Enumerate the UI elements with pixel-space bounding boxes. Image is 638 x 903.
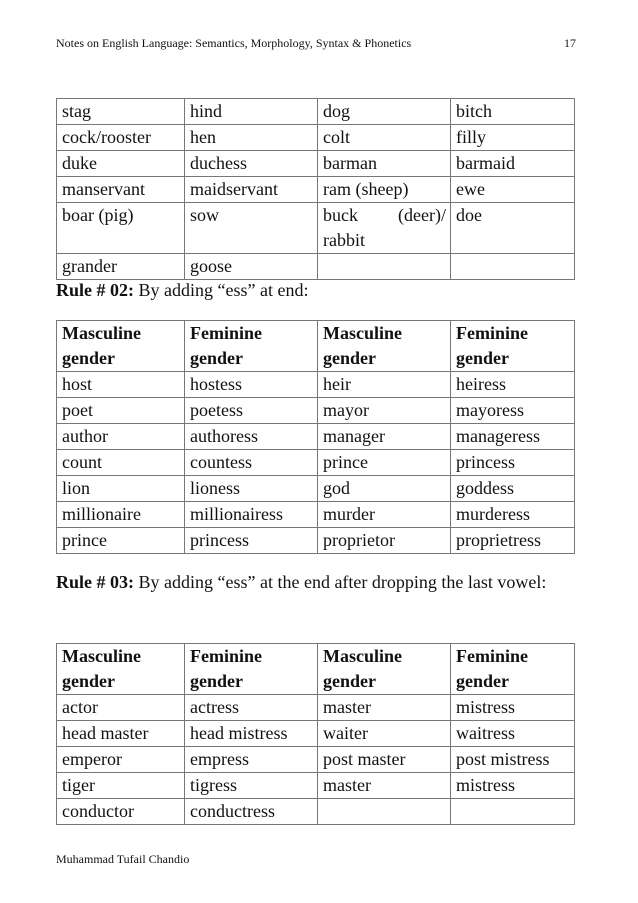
- table-cell: barman: [318, 151, 451, 177]
- table-cell: post master: [318, 747, 451, 773]
- table-cell: manservant: [57, 177, 185, 203]
- column-header: Masculine gender: [57, 644, 185, 695]
- table-cell: actress: [185, 695, 318, 721]
- rule-03-text: By adding “ess” at the end after dropping the last vowel:: [134, 572, 547, 592]
- table-cell: barmaid: [451, 151, 575, 177]
- table-cell: mayoress: [451, 398, 575, 424]
- table-cell: lion: [57, 476, 185, 502]
- table-cell: mistress: [451, 773, 575, 799]
- table-cell: conductor: [57, 799, 185, 825]
- table-row: [57, 773, 575, 799]
- rule-03-label: Rule # 03:: [56, 572, 134, 592]
- table-cell: poet: [57, 398, 185, 424]
- table-cell: lioness: [185, 476, 318, 502]
- rule-02-table: [56, 320, 575, 554]
- table-cell: [318, 799, 451, 825]
- table-cell: dog: [318, 99, 451, 125]
- table-cell: sow: [185, 203, 318, 254]
- rule-02-label: Rule # 02:: [56, 280, 134, 300]
- table-cell: goddess: [451, 476, 575, 502]
- table-cell: proprietress: [451, 528, 575, 554]
- table-row: [57, 125, 575, 151]
- column-header: Masculine gender: [57, 321, 185, 372]
- table-row: [57, 528, 575, 554]
- table-row: [57, 799, 575, 825]
- table-cell: [451, 799, 575, 825]
- column-header: Masculine gender: [318, 321, 451, 372]
- table-cell: waiter: [318, 721, 451, 747]
- rule-03-table: [56, 643, 575, 825]
- table-cell: master: [318, 773, 451, 799]
- table-cell: prince: [318, 450, 451, 476]
- rule-02-text: By adding “ess” at end:: [134, 280, 309, 300]
- table-cell: tigress: [185, 773, 318, 799]
- table-cell: doe: [451, 203, 575, 254]
- table-cell: filly: [451, 125, 575, 151]
- column-header: Feminine gender: [185, 321, 318, 372]
- table-cell: stag: [57, 99, 185, 125]
- table-cell: princess: [185, 528, 318, 554]
- table-cell: millionaire: [57, 502, 185, 528]
- table-row: [57, 424, 575, 450]
- table-row: [57, 747, 575, 773]
- table-cell: goose: [185, 254, 318, 280]
- table-cell: manageress: [451, 424, 575, 450]
- rule-03-heading: [56, 568, 584, 596]
- table-cell: duke: [57, 151, 185, 177]
- table-cell: princess: [451, 450, 575, 476]
- column-header: Feminine gender: [451, 321, 575, 372]
- table-cell: post mistress: [451, 747, 575, 773]
- page-number: 17: [564, 36, 576, 50]
- running-title: Notes on English Language: Semantics, Morphology, Syntax & Phonetics: [56, 36, 412, 50]
- table-cell: ram (sheep): [318, 177, 451, 203]
- rule-02-heading: [56, 276, 584, 304]
- table-cell: duchess: [185, 151, 318, 177]
- column-header: Feminine gender: [451, 644, 575, 695]
- table-row: [57, 372, 575, 398]
- table-cell: countess: [185, 450, 318, 476]
- table-cell: millionairess: [185, 502, 318, 528]
- table-cell: murder: [318, 502, 451, 528]
- table-cell: heiress: [451, 372, 575, 398]
- table-cell: manager: [318, 424, 451, 450]
- table-row: [57, 177, 575, 203]
- table-row: [57, 721, 575, 747]
- table-cell: hen: [185, 125, 318, 151]
- table-row: [57, 203, 575, 254]
- table-cell: host: [57, 372, 185, 398]
- table-row: [57, 695, 575, 721]
- table-cell: emperor: [57, 747, 185, 773]
- table-cell: waitress: [451, 721, 575, 747]
- table-cell: prince: [57, 528, 185, 554]
- table-row: [57, 99, 575, 125]
- table-cell: master: [318, 695, 451, 721]
- table-header-row: [57, 321, 575, 372]
- table-cell: head mistress: [185, 721, 318, 747]
- table-cell: heir: [318, 372, 451, 398]
- table-cell: ewe: [451, 177, 575, 203]
- table-cell: tiger: [57, 773, 185, 799]
- table-cell: murderess: [451, 502, 575, 528]
- table-cell: head master: [57, 721, 185, 747]
- table-cell: cock/rooster: [57, 125, 185, 151]
- table-cell: boar (pig): [57, 203, 185, 254]
- page-footer: Muhammad Tufail Chandio: [56, 852, 190, 866]
- gender-table-continued: [56, 98, 575, 280]
- table-cell: empress: [185, 747, 318, 773]
- table-cell: buck (deer)/ rabbit: [318, 203, 451, 254]
- table-cell: maidservant: [185, 177, 318, 203]
- table-row: [57, 151, 575, 177]
- table-cell: mistress: [451, 695, 575, 721]
- table-cell: hostess: [185, 372, 318, 398]
- table-cell: authoress: [185, 424, 318, 450]
- table-row: [57, 502, 575, 528]
- column-header: Feminine gender: [185, 644, 318, 695]
- table-cell: poetess: [185, 398, 318, 424]
- table-cell: author: [57, 424, 185, 450]
- table-cell: god: [318, 476, 451, 502]
- table-cell: colt: [318, 125, 451, 151]
- table-row: [57, 476, 575, 502]
- table-cell: proprietor: [318, 528, 451, 554]
- table-cell: bitch: [451, 99, 575, 125]
- table-cell: conductress: [185, 799, 318, 825]
- column-header: Masculine gender: [318, 644, 451, 695]
- table-cell: grander: [57, 254, 185, 280]
- table-row: [57, 450, 575, 476]
- table-cell: hind: [185, 99, 318, 125]
- table-row: [57, 398, 575, 424]
- table-cell: count: [57, 450, 185, 476]
- table-header-row: [57, 644, 575, 695]
- table-cell: mayor: [318, 398, 451, 424]
- table-cell: actor: [57, 695, 185, 721]
